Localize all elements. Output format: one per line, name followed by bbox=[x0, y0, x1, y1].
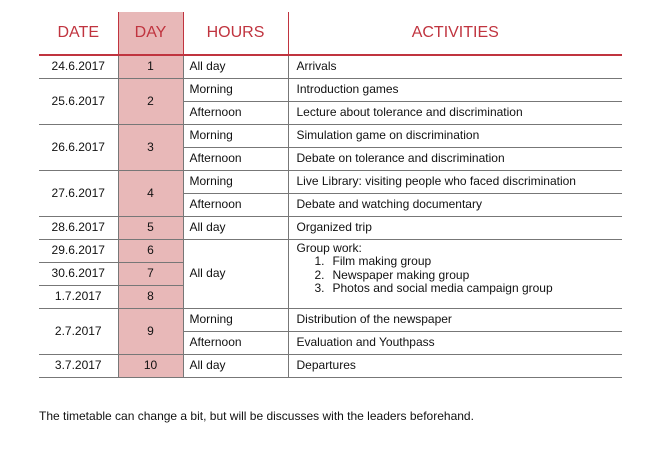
day-cell: 7 bbox=[118, 263, 183, 286]
list-item bbox=[297, 282, 623, 295]
hours-cell: All day bbox=[183, 217, 288, 240]
group-work-title: Group work: bbox=[296, 241, 362, 255]
table-row bbox=[39, 240, 622, 263]
date-cell: 1.7.2017 bbox=[39, 286, 118, 309]
table-row bbox=[39, 79, 622, 102]
hours-cell: Morning bbox=[183, 171, 288, 194]
timetable bbox=[39, 12, 622, 378]
activity-cell: Departures bbox=[288, 355, 622, 378]
day-cell: 5 bbox=[118, 217, 183, 240]
header-activities: ACTIVITIES bbox=[288, 12, 622, 55]
group-work-list bbox=[297, 255, 623, 295]
table-row bbox=[39, 355, 622, 378]
day-cell: 10 bbox=[118, 355, 183, 378]
day-cell: 1 bbox=[118, 55, 183, 79]
day-cell: 9 bbox=[118, 309, 183, 355]
day-cell: 8 bbox=[118, 286, 183, 309]
hours-cell: Afternoon bbox=[183, 102, 288, 125]
activity-cell: Distribution of the newspaper bbox=[288, 309, 622, 332]
activity-cell: Live Library: visiting people who faced discrimination bbox=[288, 171, 622, 194]
activity-cell: Lecture about tolerance and discrimination bbox=[288, 102, 622, 125]
list-number: 1. bbox=[314, 254, 325, 269]
day-cell: 2 bbox=[118, 79, 183, 125]
activity-cell: Debate on tolerance and discrimination bbox=[288, 148, 622, 171]
list-item bbox=[297, 269, 623, 282]
table-row bbox=[39, 217, 622, 240]
header-day: DAY bbox=[118, 12, 183, 55]
date-cell: 26.6.2017 bbox=[39, 125, 118, 171]
table-row bbox=[39, 171, 622, 194]
list-text: Newspaper making group bbox=[332, 267, 470, 282]
hours-cell: All day bbox=[183, 240, 288, 309]
group-work-cell bbox=[288, 240, 622, 309]
footnote: The timetable can change a bit, but will be discusses with the leaders beforehand. bbox=[39, 409, 474, 423]
hours-cell: All day bbox=[183, 55, 288, 79]
hours-cell: Morning bbox=[183, 125, 288, 148]
date-cell: 27.6.2017 bbox=[39, 171, 118, 217]
list-number: 3. bbox=[314, 281, 325, 296]
header-hours: HOURS bbox=[183, 12, 288, 55]
date-cell: 25.6.2017 bbox=[39, 79, 118, 125]
activity-cell: Debate and watching documentary bbox=[288, 194, 622, 217]
hours-cell: Morning bbox=[183, 79, 288, 102]
list-text: Photos and social media campaign group bbox=[332, 281, 553, 296]
list-item bbox=[297, 255, 623, 268]
hours-cell: Afternoon bbox=[183, 332, 288, 355]
date-cell: 28.6.2017 bbox=[39, 217, 118, 240]
list-text: Film making group bbox=[332, 254, 432, 269]
day-cell: 6 bbox=[118, 240, 183, 263]
hours-cell: Afternoon bbox=[183, 194, 288, 217]
list-number: 2. bbox=[314, 267, 325, 282]
header-date: DATE bbox=[39, 12, 118, 55]
date-cell: 2.7.2017 bbox=[39, 309, 118, 355]
table-row bbox=[39, 125, 622, 148]
activity-cell: Arrivals bbox=[288, 55, 622, 79]
activity-cell: Evaluation and Youthpass bbox=[288, 332, 622, 355]
date-cell: 24.6.2017 bbox=[39, 55, 118, 79]
hours-cell: Afternoon bbox=[183, 148, 288, 171]
table-row bbox=[39, 309, 622, 332]
date-cell: 30.6.2017 bbox=[39, 263, 118, 286]
table-row bbox=[39, 55, 622, 79]
header-row bbox=[39, 12, 622, 55]
hours-cell: All day bbox=[183, 355, 288, 378]
activity-cell: Organized trip bbox=[288, 217, 622, 240]
hours-cell: Morning bbox=[183, 309, 288, 332]
day-cell: 4 bbox=[118, 171, 183, 217]
day-cell: 3 bbox=[118, 125, 183, 171]
activity-cell: Simulation game on discrimination bbox=[288, 125, 622, 148]
date-cell: 3.7.2017 bbox=[39, 355, 118, 378]
date-cell: 29.6.2017 bbox=[39, 240, 118, 263]
activity-cell: Introduction games bbox=[288, 79, 622, 102]
